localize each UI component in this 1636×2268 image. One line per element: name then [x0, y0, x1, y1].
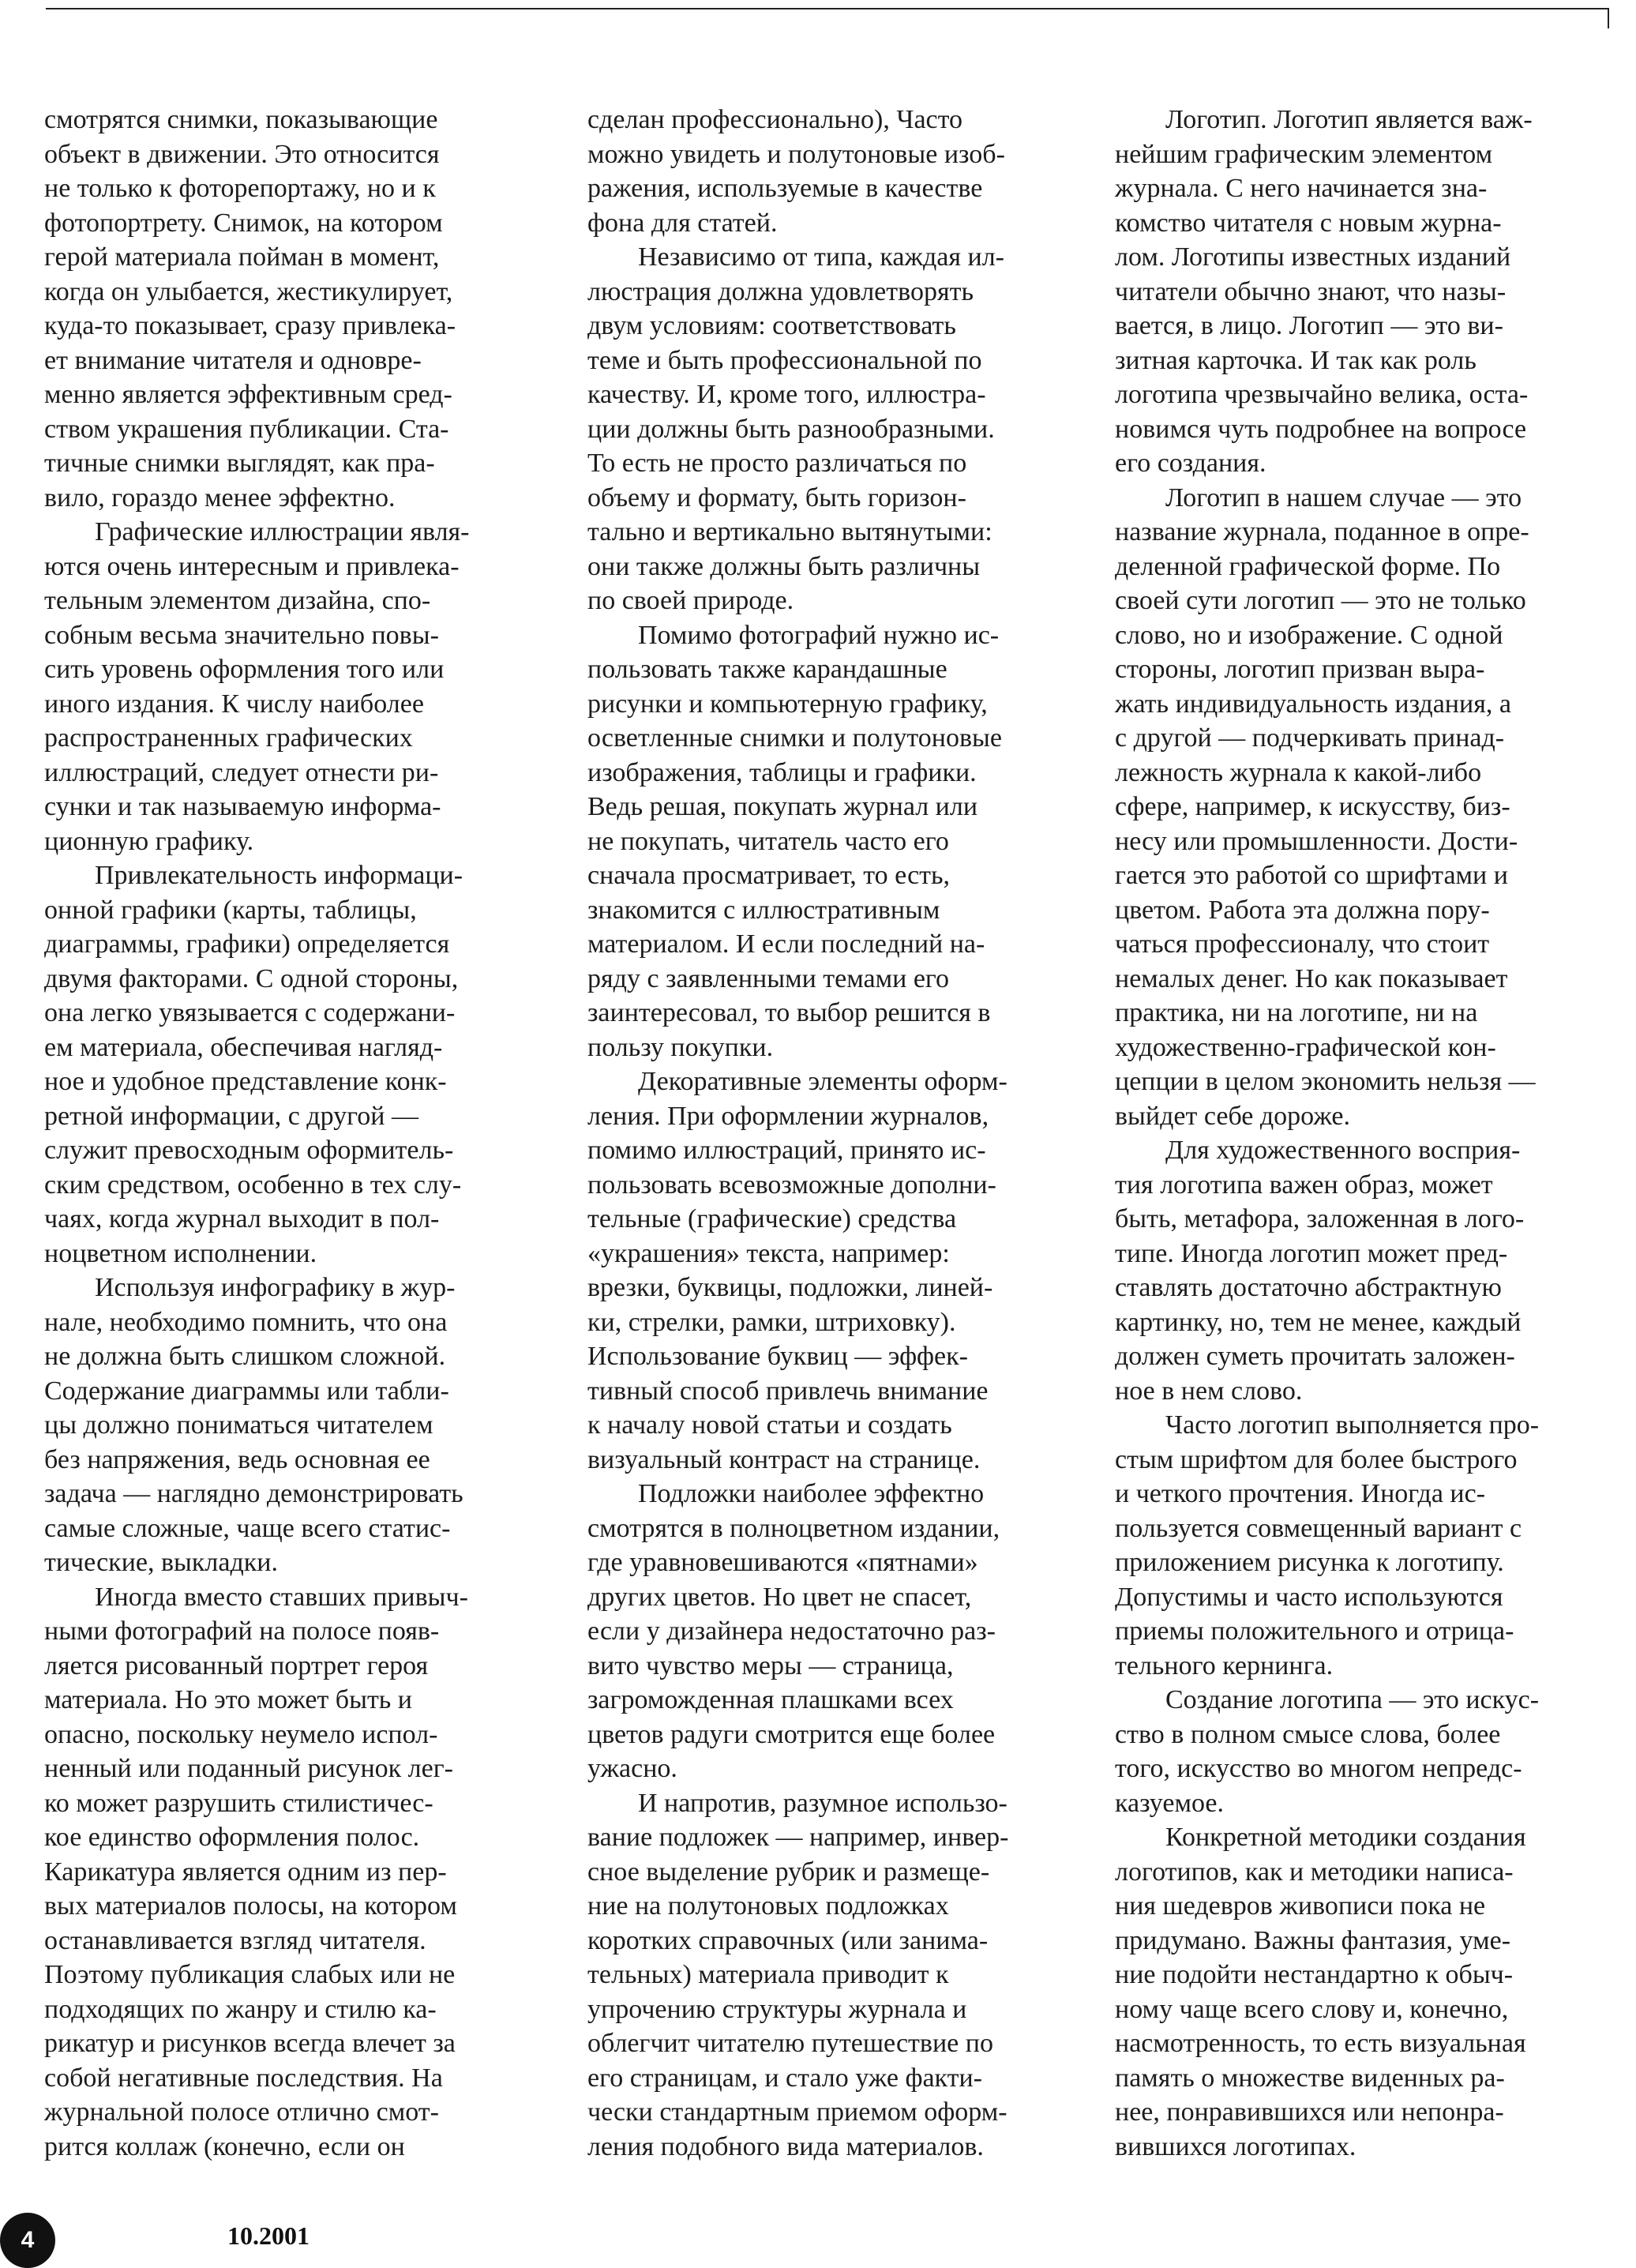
- text-line: сделан профессионально), Часто: [587, 105, 963, 134]
- paragraph: [1115, 1820, 1628, 2164]
- text-line: картинку, но, тем не менее, каждый: [1115, 1307, 1522, 1337]
- paragraph: [587, 618, 1101, 1065]
- text-line: художественно-графической кон-: [1115, 1032, 1496, 1062]
- text-line: Содержание диаграммы или табли-: [44, 1376, 449, 1406]
- text-line: ки, стрелки, рамки, штриховку).: [587, 1307, 956, 1337]
- text-column-2: [587, 103, 1101, 2164]
- text-line: приложением рисунка к логотипу.: [1115, 1548, 1504, 1577]
- text-line: ции должны быть разнообразными.: [587, 414, 995, 444]
- paragraph: [44, 1580, 557, 2165]
- text-line: название журнала, поданное в опре-: [1115, 517, 1529, 546]
- text-line: нее, понравившихся или непонра-: [1115, 2097, 1504, 2127]
- paragraph: [44, 858, 557, 1271]
- text-line: онной графики (карты, таблицы,: [44, 895, 417, 925]
- text-line: ются очень интересным и привлека-: [44, 551, 460, 581]
- text-line: типе. Иногда логотип может пред-: [1115, 1238, 1508, 1268]
- text-line: ляется рисованный портрет героя: [44, 1650, 429, 1680]
- text-line: ному чаще всего слову и, конечно,: [1115, 1994, 1509, 2024]
- page-number-badge: [0, 2213, 55, 2268]
- text-line: Используя инфографику в жур-: [95, 1273, 456, 1302]
- text-line: Подложки наиболее эффектно: [638, 1479, 985, 1508]
- text-line: визуальный контраст на странице.: [587, 1444, 981, 1474]
- text-line: кое единство оформления полос.: [44, 1823, 420, 1852]
- text-line: двумя факторами. С одной стороны,: [44, 963, 459, 993]
- text-line: Конкретной методики создания: [1165, 1823, 1526, 1852]
- text-line: подходящих по жанру и стилю ка-: [44, 1994, 437, 2024]
- text-line: пользуется совмещенный вариант с: [1115, 1513, 1522, 1543]
- text-line: осветленные снимки и полутоновые: [587, 723, 1002, 753]
- text-line: нале, необходимо помнить, что она: [44, 1307, 448, 1337]
- text-line: чески стандартным приемом оформ-: [587, 2097, 1007, 2127]
- text-line: рисунки и компьютерную графику,: [587, 689, 988, 719]
- text-line: врезки, буквицы, подложки, линей-: [587, 1273, 993, 1302]
- text-line: Независимо от типа, каждая ил-: [638, 242, 1004, 272]
- text-line: задача — наглядно демонстрировать: [44, 1479, 463, 1508]
- text-line: не покупать, читатель часто его: [587, 826, 949, 856]
- text-line: Декоративные элементы оформ-: [638, 1067, 1007, 1096]
- paragraph: [1115, 481, 1628, 1134]
- text-line: иного издания. К числу наиболее: [44, 689, 424, 719]
- text-line: приемы положительного и отрица-: [1115, 1617, 1514, 1646]
- text-line: останавливается взгляд читателя.: [44, 1925, 426, 1955]
- text-line: теме и быть профессиональной по: [587, 345, 982, 375]
- text-line: ретной информации, с другой —: [44, 1101, 418, 1131]
- text-line: ужасно.: [587, 1754, 677, 1783]
- text-line: Привлекательность информаци-: [95, 861, 463, 890]
- text-line: ством украшения публикации. Ста-: [44, 414, 449, 444]
- text-line: чаться профессионалу, что стоит: [1115, 929, 1490, 959]
- text-line: с другой — подчеркивать принад-: [1115, 723, 1505, 753]
- text-line: и четкого прочтения. Иногда ис-: [1115, 1479, 1486, 1508]
- text-line: того, искусство во многом непредс-: [1115, 1754, 1522, 1783]
- paragraph: [1115, 103, 1628, 481]
- paragraph: [44, 515, 557, 858]
- paragraph: [587, 1786, 1101, 2165]
- text-line: ления. При оформлении журналов,: [587, 1101, 989, 1131]
- text-line: смотрятся в полноцветном издании,: [587, 1513, 1000, 1543]
- text-line: ставлять достаточно абстрактную: [1115, 1273, 1502, 1302]
- text-line: Допустимы и часто используются: [1115, 1582, 1503, 1612]
- text-line: они также должны быть различны: [587, 551, 981, 581]
- text-line: ное и удобное представление конк-: [44, 1067, 447, 1096]
- text-line: ненный или поданный рисунок лег-: [44, 1754, 453, 1783]
- text-line: если у дизайнера недостаточно раз-: [587, 1617, 996, 1646]
- text-line: журнальной полосе отлично смот-: [44, 2097, 439, 2127]
- text-line: тельного кернинга.: [1115, 1650, 1334, 1680]
- text-line: То есть не просто различаться по: [587, 449, 967, 478]
- text-line: Логотип. Логотип является важ-: [1165, 105, 1533, 134]
- text-line: деленной графической форме. По: [1115, 551, 1501, 581]
- text-line: немалых денег. Но как показывает: [1115, 963, 1508, 993]
- text-line: не только к фоторепортажу, но и к: [44, 174, 436, 203]
- text-line: «украшения» текста, например:: [587, 1238, 950, 1268]
- text-line: выйдет себе дороже.: [1115, 1101, 1350, 1131]
- paragraph: [1115, 1683, 1628, 1820]
- text-line: тивный способ привлечь внимание: [587, 1376, 989, 1406]
- text-line: пользовать также карандашные: [587, 655, 947, 684]
- text-line: вившихся логотипах.: [1115, 2131, 1356, 2161]
- text-line: по своей природе.: [587, 586, 794, 615]
- text-line: облегчит читателю путешествие по: [587, 2029, 993, 2058]
- text-column-1: [44, 103, 557, 2164]
- text-line: придумано. Важны фантазия, уме-: [1115, 1925, 1511, 1955]
- text-line: смотрятся снимки, показывающие: [44, 105, 438, 134]
- text-line: лом. Логотипы известных изданий: [1115, 242, 1511, 272]
- text-line: сное выделение рубрик и размеще-: [587, 1857, 990, 1887]
- text-line: ем материала, обеспечивая нагляд-: [44, 1032, 443, 1062]
- text-line: люстрация должна удовлетворять: [587, 276, 974, 306]
- text-line: ние на полутоновых подложках: [587, 1891, 949, 1921]
- text-line: практика, ни на логотипе, ни на: [1115, 998, 1478, 1027]
- text-line: знакомится с иллюстративным: [587, 895, 940, 925]
- text-line: читатели обычно знают, что назы-: [1115, 276, 1507, 306]
- text-line: цепции в целом экономить нельзя —: [1115, 1067, 1536, 1096]
- text-line: качеству. И, кроме того, иллюстра-: [587, 380, 986, 409]
- issue-date: 10.2001: [227, 2221, 310, 2250]
- text-line: без напряжения, ведь основная ее: [44, 1444, 430, 1474]
- text-line: Карикатура является одним из пер-: [44, 1857, 447, 1887]
- text-line: своей сути логотип — это не только: [1115, 586, 1526, 615]
- text-line: рится коллаж (конечно, если он: [44, 2131, 405, 2161]
- text-line: жать индивидуальность издания, а: [1115, 689, 1511, 719]
- text-line: чаях, когда журнал выходит в пол-: [44, 1204, 440, 1234]
- text-line: фона для статей.: [587, 208, 778, 238]
- text-line: ноцветном исполнении.: [44, 1238, 317, 1268]
- text-line: где уравновешиваются «пятнами»: [587, 1548, 978, 1577]
- text-line: тельных) материала приводит к: [587, 1960, 949, 1989]
- text-column-3: [1115, 103, 1628, 2164]
- page-number: 4: [21, 2227, 35, 2253]
- text-line: когда он улыбается, жестикулирует,: [44, 276, 453, 306]
- text-line: новимся чуть подробнее на вопросе: [1115, 414, 1527, 444]
- text-line: не должна быть слишком сложной.: [44, 1342, 446, 1371]
- paragraph: [44, 1271, 557, 1580]
- text-line: Помимо фотографий нужно ис-: [638, 620, 1000, 650]
- text-line: тические, выкладки.: [44, 1548, 278, 1577]
- text-line: куда-то показывает, сразу привлека-: [44, 311, 456, 340]
- text-line: зитная карточка. И так как роль: [1115, 345, 1477, 375]
- text-line: диаграммы, графики) определяется: [44, 929, 450, 959]
- text-line: других цветов. Но цвет не спасет,: [587, 1582, 972, 1612]
- text-line: должен суметь прочитать заложен-: [1115, 1342, 1515, 1371]
- text-line: служит превосходным оформитель-: [44, 1136, 454, 1165]
- text-line: комство читателя с новым журна-: [1115, 208, 1502, 238]
- text-line: ния шедевров живописи пока не: [1115, 1891, 1486, 1921]
- text-line: материалом. И если последний на-: [587, 929, 985, 959]
- top-rule: [46, 8, 1609, 9]
- text-line: ными фотографий на полосе появ-: [44, 1617, 440, 1646]
- text-line: пользовать всевозможные дополни-: [587, 1170, 996, 1200]
- text-line: нейшим графическим элементом: [1115, 139, 1493, 169]
- text-line: Поэтому публикация слабых или не: [44, 1960, 456, 1989]
- text-line: коротких справочных (или занима-: [587, 1925, 989, 1955]
- text-line: И напротив, разумное использо-: [638, 1788, 1007, 1818]
- text-line: помимо иллюстраций, принято ис-: [587, 1136, 986, 1165]
- text-line: к началу новой статьи и создать: [587, 1410, 952, 1440]
- text-line: Ведь решая, покупать журнал или: [587, 792, 978, 821]
- text-line: самые сложные, чаще всего статис-: [44, 1513, 451, 1543]
- text-line: казуемое.: [1115, 1788, 1224, 1818]
- text-line: Часто логотип выполняется про-: [1165, 1410, 1540, 1440]
- text-line: ционную графику.: [44, 826, 254, 856]
- text-line: иллюстраций, следует отнести ри-: [44, 757, 439, 787]
- text-line: пользу покупки.: [587, 1032, 774, 1062]
- text-line: вание подложек — например, инвер-: [587, 1823, 1009, 1852]
- text-line: логотипа чрезвычайно велика, оста-: [1115, 380, 1529, 409]
- text-line: ским средством, особенно в тех слу-: [44, 1170, 462, 1200]
- text-line: насмотренность, то есть визуальная: [1115, 2029, 1526, 2058]
- text-line: Иногда вместо ставших привыч-: [95, 1582, 468, 1612]
- text-line: двум условиям: соответствовать: [587, 311, 956, 340]
- text-line: гается это работой со шрифтами и: [1115, 861, 1508, 890]
- top-rule-tick: [1608, 8, 1609, 28]
- text-line: вито чувство меры — страница,: [587, 1650, 954, 1680]
- text-line: объект в движении. Это относится: [44, 139, 440, 169]
- text-line: слово, но и изображение. С одной: [1115, 620, 1503, 650]
- text-line: объему и формату, быть горизон-: [587, 483, 966, 513]
- text-line: тия логотипа важен образ, может: [1115, 1170, 1493, 1200]
- text-line: Графические иллюстрации явля-: [95, 517, 470, 546]
- text-line: цветов радуги смотрится еще более: [587, 1719, 996, 1749]
- text-line: ние подойти нестандартно к обыч-: [1115, 1960, 1514, 1989]
- paragraph: [587, 240, 1101, 618]
- text-line: вых материалов полосы, на котором: [44, 1891, 457, 1921]
- text-line: быть, метафора, заложенная в лого-: [1115, 1204, 1525, 1234]
- text-line: вается, в лицо. Логотип — это ви-: [1115, 311, 1503, 340]
- text-line: Использование буквиц — эффек-: [587, 1342, 968, 1371]
- paragraph: [1115, 1408, 1628, 1683]
- text-line: можно увидеть и полутоновые изоб-: [587, 139, 1005, 169]
- paragraph: [587, 1477, 1101, 1786]
- text-line: материала. Но это может быть и: [44, 1685, 413, 1714]
- text-line: тально и вертикально вытянутыми:: [587, 517, 992, 546]
- text-line: ное в нем слово.: [1115, 1376, 1303, 1406]
- text-line: рикатур и рисунков всегда влечет за: [44, 2029, 456, 2058]
- text-line: герой материала пойман в момент,: [44, 242, 440, 272]
- paragraph: [587, 1065, 1101, 1477]
- text-line: ления подобного вида материалов.: [587, 2131, 984, 2161]
- text-line: несу или промышленности. Дости-: [1115, 826, 1518, 856]
- text-line: тичные снимки выглядят, как пра-: [44, 449, 435, 478]
- text-line: логотипов, как и методики написа-: [1115, 1857, 1514, 1887]
- text-line: менно является эффективным сред-: [44, 380, 452, 409]
- text-line: сить уровень оформления того или: [44, 655, 445, 684]
- text-line: цветом. Работа эта должна пору-: [1115, 895, 1490, 925]
- text-line: распространенных графических: [44, 723, 413, 753]
- text-line: стороны, логотип призван выра-: [1115, 655, 1485, 684]
- paragraph: [44, 103, 557, 515]
- text-line: она легко увязывается с содержани-: [44, 998, 456, 1027]
- text-line: сначала просматривает, то есть,: [587, 861, 951, 890]
- text-line: тельные (графические) средства: [587, 1204, 957, 1234]
- text-line: ряду с заявленными темами его: [587, 963, 950, 993]
- text-line: его страницам, и стало уже факти-: [587, 2063, 983, 2093]
- text-line: лежность журнала к какой-либо: [1115, 757, 1482, 787]
- text-line: загроможденная плашками всех: [587, 1685, 954, 1714]
- text-line: журнала. С него начинается зна-: [1115, 174, 1488, 203]
- text-line: собным весьма значительно повы-: [44, 620, 439, 650]
- text-line: заинтересовал, то выбор решится в: [587, 998, 991, 1027]
- text-line: изображения, таблицы и графики.: [587, 757, 977, 787]
- paragraph: [1115, 1133, 1628, 1408]
- text-line: ство в полном смысе слова, более: [1115, 1719, 1501, 1749]
- text-line: ражения, используемые в качестве: [587, 174, 983, 203]
- text-line: ет внимание читателя и одновре-: [44, 345, 422, 375]
- paragraph: [587, 103, 1101, 240]
- text-line: цы должно пониматься читателем: [44, 1410, 433, 1440]
- text-line: память о множестве виденных ра-: [1115, 2063, 1505, 2093]
- text-line: Логотип в нашем случае — это: [1165, 483, 1522, 513]
- text-line: стым шрифтом для более быстрого: [1115, 1444, 1518, 1474]
- text-line: вило, гораздо менее эффектно.: [44, 483, 396, 513]
- text-line: его создания.: [1115, 449, 1266, 478]
- text-line: опасно, поскольку неумело испол-: [44, 1719, 438, 1749]
- text-line: тельным элементом дизайна, спо-: [44, 586, 431, 615]
- text-line: Для художественного восприя-: [1165, 1136, 1521, 1165]
- text-line: ко может разрушить стилистичес-: [44, 1788, 433, 1818]
- text-line: собой негативные последствия. На: [44, 2063, 443, 2093]
- text-line: упрочению структуры журнала и: [587, 1994, 967, 2024]
- text-line: сфере, например, к искусству, биз-: [1115, 792, 1510, 821]
- text-line: Создание логотипа — это искус-: [1165, 1685, 1540, 1714]
- text-line: сунки и так называемую информа-: [44, 792, 441, 821]
- text-line: фотопортрету. Снимок, на котором: [44, 208, 443, 238]
